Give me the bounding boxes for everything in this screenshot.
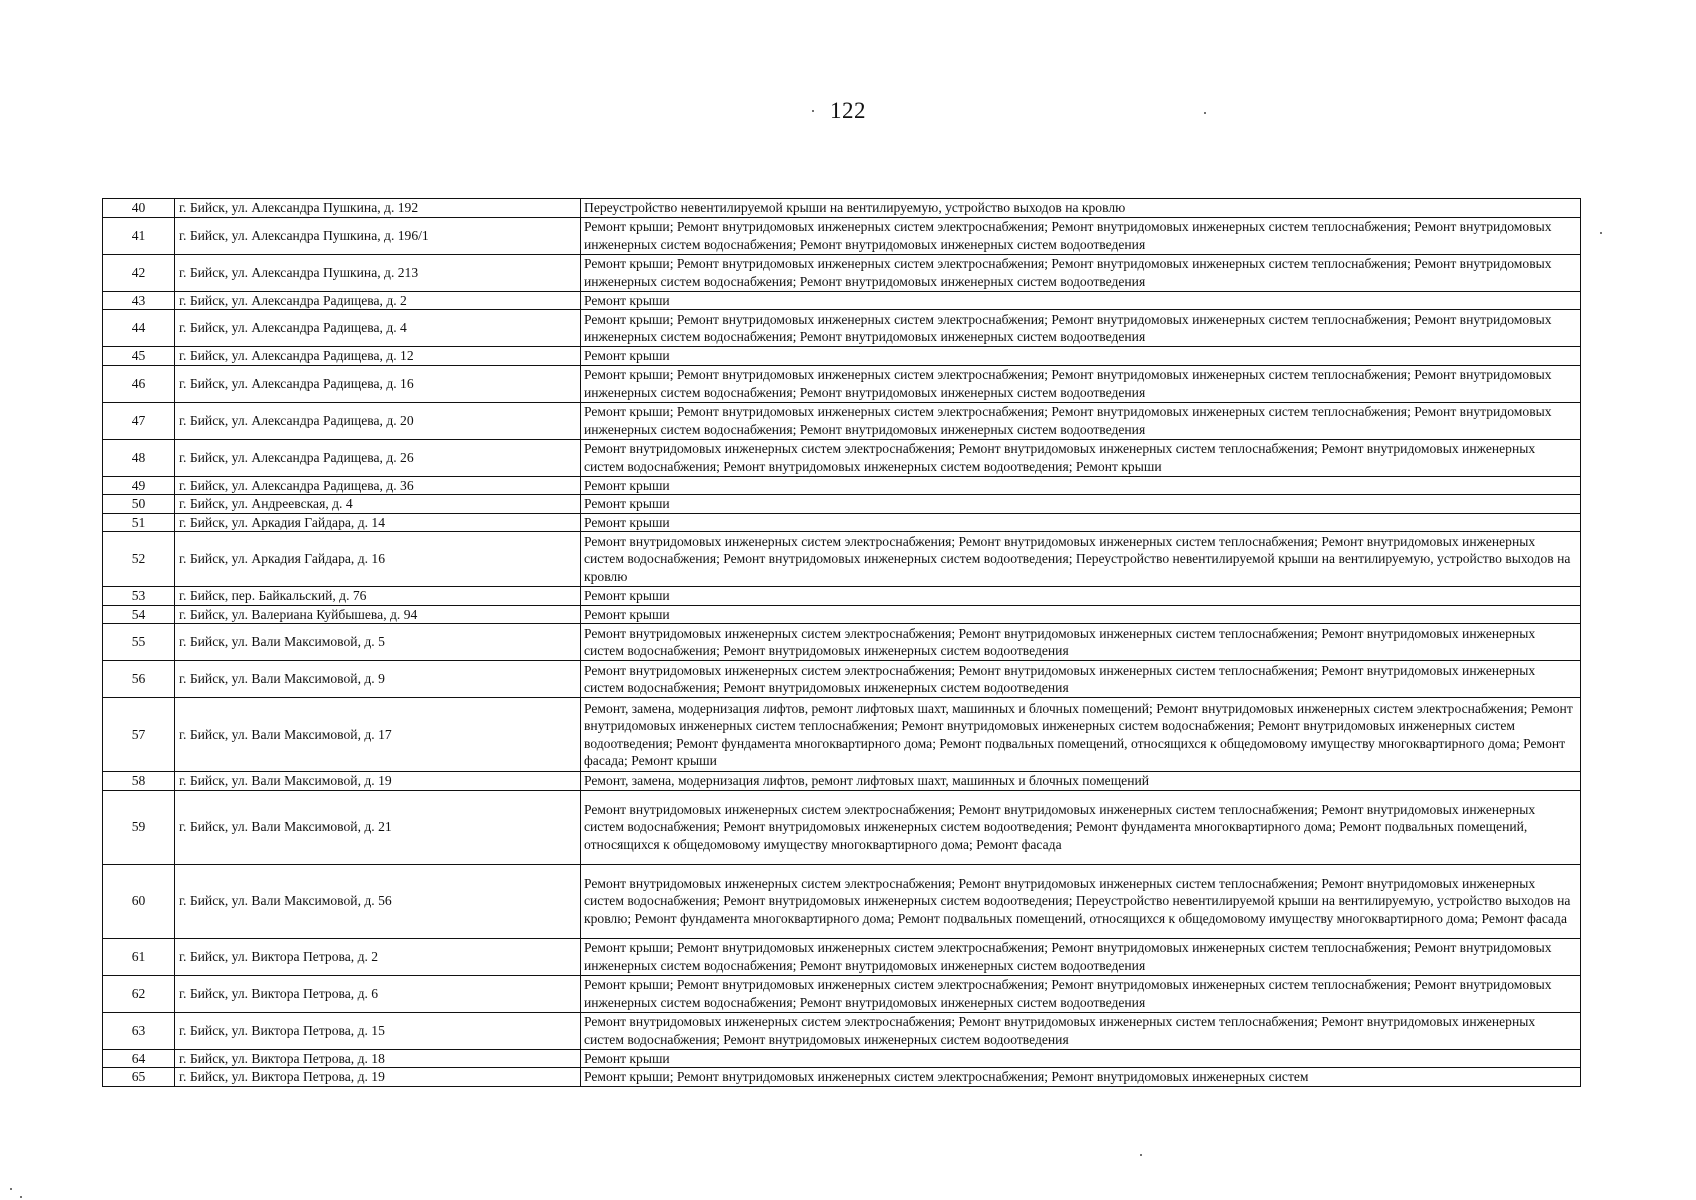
works-cell: Ремонт крыши	[581, 513, 1581, 532]
works-cell: Ремонт крыши	[581, 587, 1581, 606]
row-number-cell: 62	[103, 975, 175, 1012]
works-cell: Ремонт внутридомовых инженерных систем электроснабжения; Ремонт внутридомовых инженерных систем теплоснабжения; Ремонт внутридомовых инженерных систем водоснабжения; Ремонт внутридомовых инженерных систем водоотведения; Ремонт фундамента многоквартирного дома; Ремонт подвальных помещений, относящихся к общедомовому имуществу многоквартирного дома; Ремонт фасада	[581, 790, 1581, 864]
address-cell: г. Бийск, ул. Александра Радищева, д. 20	[175, 402, 581, 439]
row-number-cell: 64	[103, 1049, 175, 1068]
row-number-cell: 59	[103, 790, 175, 864]
works-cell: Ремонт крыши; Ремонт внутридомовых инженерных систем электроснабжения; Ремонт внутридомовых инженерных систем теплоснабжения; Ремонт внутридомовых инженерных систем водоснабжения; Ремонт внутридомовых инженерных систем водоотведения	[581, 310, 1581, 347]
row-number-cell: 40	[103, 199, 175, 218]
scan-speck	[1140, 1154, 1142, 1156]
table-row	[103, 938, 1581, 975]
address-cell: г. Бийск, ул. Александра Пушкина, д. 192	[175, 199, 581, 218]
works-cell: Ремонт крыши	[581, 605, 1581, 624]
table-row	[103, 254, 1581, 291]
table-row	[103, 975, 1581, 1012]
works-cell: Ремонт крыши; Ремонт внутридомовых инженерных систем электроснабжения; Ремонт внутридомовых инженерных систем теплоснабжения; Ремонт внутридомовых инженерных систем водоснабжения; Ремонт внутридомовых инженерных систем водоотведения	[581, 254, 1581, 291]
table-row	[103, 624, 1581, 661]
works-cell: Ремонт крыши	[581, 495, 1581, 514]
works-cell: Ремонт крыши; Ремонт внутридомовых инженерных систем электроснабжения; Ремонт внутридомовых инженерных систем теплоснабжения; Ремонт внутридомовых инженерных систем водоснабжения; Ремонт внутридомовых инженерных систем водоотведения	[581, 938, 1581, 975]
row-number-cell: 58	[103, 772, 175, 791]
address-cell: г. Бийск, ул. Александра Радищева, д. 36	[175, 476, 581, 495]
row-number-cell: 61	[103, 938, 175, 975]
table-row	[103, 790, 1581, 864]
row-number-cell: 63	[103, 1012, 175, 1049]
table-row	[103, 698, 1581, 772]
address-cell: г. Бийск, ул. Вали Максимовой, д. 5	[175, 624, 581, 661]
table-row	[103, 365, 1581, 402]
table-row	[103, 661, 1581, 698]
row-number-cell: 51	[103, 513, 175, 532]
scan-speck	[1204, 112, 1206, 114]
row-number-cell: 46	[103, 365, 175, 402]
row-number-cell: 42	[103, 254, 175, 291]
table-row	[103, 476, 1581, 495]
address-cell: г. Бийск, ул. Виктора Петрова, д. 6	[175, 975, 581, 1012]
works-cell: Ремонт, замена, модернизация лифтов, ремонт лифтовых шахт, машинных и блочных помещений	[581, 772, 1581, 791]
table-row	[103, 217, 1581, 254]
works-cell: Переустройство невентилируемой крыши на вентилируемую, устройство выходов на кровлю	[581, 199, 1581, 218]
works-cell: Ремонт крыши; Ремонт внутридомовых инженерных систем электроснабжения; Ремонт внутридомовых инженерных систем теплоснабжения; Ремонт внутридомовых инженерных систем водоснабжения; Ремонт внутридомовых инженерных систем водоотведения	[581, 402, 1581, 439]
address-cell: г. Бийск, ул. Вали Максимовой, д. 9	[175, 661, 581, 698]
works-cell: Ремонт внутридомовых инженерных систем электроснабжения; Ремонт внутридомовых инженерных систем теплоснабжения; Ремонт внутридомовых инженерных систем водоснабжения; Ремонт внутридомовых инженерных систем водоотведения; Переустройство невентилируемой крыши на вентилируемую, устройство выходов на кровлю	[581, 532, 1581, 587]
table-row	[103, 772, 1581, 791]
row-number-cell: 55	[103, 624, 175, 661]
works-cell: Ремонт внутридомовых инженерных систем электроснабжения; Ремонт внутридомовых инженерных систем теплоснабжения; Ремонт внутридомовых инженерных систем водоснабжения; Ремонт внутридомовых инженерных систем водоотведения	[581, 1012, 1581, 1049]
table-row	[103, 605, 1581, 624]
row-number-cell: 50	[103, 495, 175, 514]
table-row	[103, 347, 1581, 366]
address-cell: г. Бийск, ул. Александра Пушкина, д. 196/1	[175, 217, 581, 254]
table-row	[103, 513, 1581, 532]
address-cell: г. Бийск, пер. Байкальский, д. 76	[175, 587, 581, 606]
table-row	[103, 310, 1581, 347]
works-cell: Ремонт крыши	[581, 476, 1581, 495]
table-row	[103, 199, 1581, 218]
address-cell: г. Бийск, ул. Александра Радищева, д. 26	[175, 439, 581, 476]
works-cell: Ремонт крыши	[581, 1049, 1581, 1068]
table-row	[103, 439, 1581, 476]
works-cell: Ремонт внутридомовых инженерных систем электроснабжения; Ремонт внутридомовых инженерных систем теплоснабжения; Ремонт внутридомовых инженерных систем водоснабжения; Ремонт внутридомовых инженерных систем водоотведения	[581, 661, 1581, 698]
address-cell: г. Бийск, ул. Александра Радищева, д. 2	[175, 291, 581, 310]
scan-speck	[1600, 232, 1602, 234]
row-number-cell: 49	[103, 476, 175, 495]
address-cell: г. Бийск, ул. Андреевская, д. 4	[175, 495, 581, 514]
repair-works-table	[102, 198, 1581, 1087]
address-cell: г. Бийск, ул. Виктора Петрова, д. 2	[175, 938, 581, 975]
works-cell: Ремонт крыши	[581, 291, 1581, 310]
works-cell: Ремонт крыши; Ремонт внутридомовых инженерных систем электроснабжения; Ремонт внутридомовых инженерных систем	[581, 1068, 1581, 1087]
table-row	[103, 864, 1581, 938]
address-cell: г. Бийск, ул. Виктора Петрова, д. 15	[175, 1012, 581, 1049]
table-row	[103, 291, 1581, 310]
address-cell: г. Бийск, ул. Вали Максимовой, д. 19	[175, 772, 581, 791]
address-cell: г. Бийск, ул. Александра Радищева, д. 16	[175, 365, 581, 402]
scan-speck	[10, 1188, 12, 1190]
scan-speck	[20, 1196, 22, 1198]
works-cell: Ремонт крыши; Ремонт внутридомовых инженерных систем электроснабжения; Ремонт внутридомовых инженерных систем теплоснабжения; Ремонт внутридомовых инженерных систем водоснабжения; Ремонт внутридомовых инженерных систем водоотведения	[581, 365, 1581, 402]
address-cell: г. Бийск, ул. Валериана Куйбышева, д. 94	[175, 605, 581, 624]
row-number-cell: 41	[103, 217, 175, 254]
row-number-cell: 48	[103, 439, 175, 476]
works-cell: Ремонт внутридомовых инженерных систем электроснабжения; Ремонт внутридомовых инженерных систем теплоснабжения; Ремонт внутридомовых инженерных систем водоснабжения; Ремонт внутридомовых инженерных систем водоотведения	[581, 624, 1581, 661]
row-number-cell: 45	[103, 347, 175, 366]
row-number-cell: 60	[103, 864, 175, 938]
address-cell: г. Бийск, ул. Аркадия Гайдара, д. 16	[175, 532, 581, 587]
works-cell: Ремонт внутридомовых инженерных систем электроснабжения; Ремонт внутридомовых инженерных систем теплоснабжения; Ремонт внутридомовых инженерных систем водоснабжения; Ремонт внутридомовых инженерных систем водоотведения; Ремонт крыши	[581, 439, 1581, 476]
address-cell: г. Бийск, ул. Виктора Петрова, д. 19	[175, 1068, 581, 1087]
row-number-cell: 43	[103, 291, 175, 310]
row-number-cell: 53	[103, 587, 175, 606]
table-row	[103, 1068, 1581, 1087]
address-cell: г. Бийск, ул. Аркадия Гайдара, д. 14	[175, 513, 581, 532]
address-cell: г. Бийск, ул. Вали Максимовой, д. 56	[175, 864, 581, 938]
table-row	[103, 532, 1581, 587]
address-cell: г. Бийск, ул. Вали Максимовой, д. 21	[175, 790, 581, 864]
works-cell: Ремонт крыши	[581, 347, 1581, 366]
row-number-cell: 52	[103, 532, 175, 587]
row-number-cell: 54	[103, 605, 175, 624]
works-cell: Ремонт, замена, модернизация лифтов, ремонт лифтовых шахт, машинных и блочных помещений; Ремонт внутридомовых инженерных систем электроснабжения; Ремонт внутридомовых инженерных систем теплоснабжения; Ремонт внутридомовых инженерных систем водоснабжения; Ремонт внутридомовых инженерных систем водоотведения; Ремонт фундамента многоквартирного дома; Ремонт подвальных помещений, относящихся к общедомовому имуществу многоквартирного дома; Ремонт фасада; Ремонт крыши	[581, 698, 1581, 772]
table-row	[103, 1012, 1581, 1049]
table-row	[103, 587, 1581, 606]
works-cell: Ремонт крыши; Ремонт внутридомовых инженерных систем электроснабжения; Ремонт внутридомовых инженерных систем теплоснабжения; Ремонт внутридомовых инженерных систем водоснабжения; Ремонт внутридомовых инженерных систем водоотведения	[581, 975, 1581, 1012]
row-number-cell: 44	[103, 310, 175, 347]
row-number-cell: 56	[103, 661, 175, 698]
row-number-cell: 65	[103, 1068, 175, 1087]
works-cell: Ремонт внутридомовых инженерных систем электроснабжения; Ремонт внутридомовых инженерных систем теплоснабжения; Ремонт внутридомовых инженерных систем водоснабжения; Ремонт внутридомовых инженерных систем водоотведения; Переустройство невентилируемой крыши на вентилируемую, устройство выходов на кровлю; Ремонт фундамента многоквартирного дома; Ремонт подвальных помещений, относящихся к общедомовому имуществу многоквартирного дома; Ремонт фасада	[581, 864, 1581, 938]
scan-speck	[812, 110, 814, 112]
row-number-cell: 57	[103, 698, 175, 772]
works-cell: Ремонт крыши; Ремонт внутридомовых инженерных систем электроснабжения; Ремонт внутридомовых инженерных систем теплоснабжения; Ремонт внутридомовых инженерных систем водоснабжения; Ремонт внутридомовых инженерных систем водоотведения	[581, 217, 1581, 254]
table-row	[103, 495, 1581, 514]
address-cell: г. Бийск, ул. Александра Радищева, д. 12	[175, 347, 581, 366]
address-cell: г. Бийск, ул. Виктора Петрова, д. 18	[175, 1049, 581, 1068]
address-cell: г. Бийск, ул. Александра Радищева, д. 4	[175, 310, 581, 347]
table-row	[103, 402, 1581, 439]
table-row	[103, 1049, 1581, 1068]
row-number-cell: 47	[103, 402, 175, 439]
address-cell: г. Бийск, ул. Александра Пушкина, д. 213	[175, 254, 581, 291]
address-cell: г. Бийск, ул. Вали Максимовой, д. 17	[175, 698, 581, 772]
table-body	[103, 199, 1581, 1087]
page-number: 122	[830, 98, 866, 123]
